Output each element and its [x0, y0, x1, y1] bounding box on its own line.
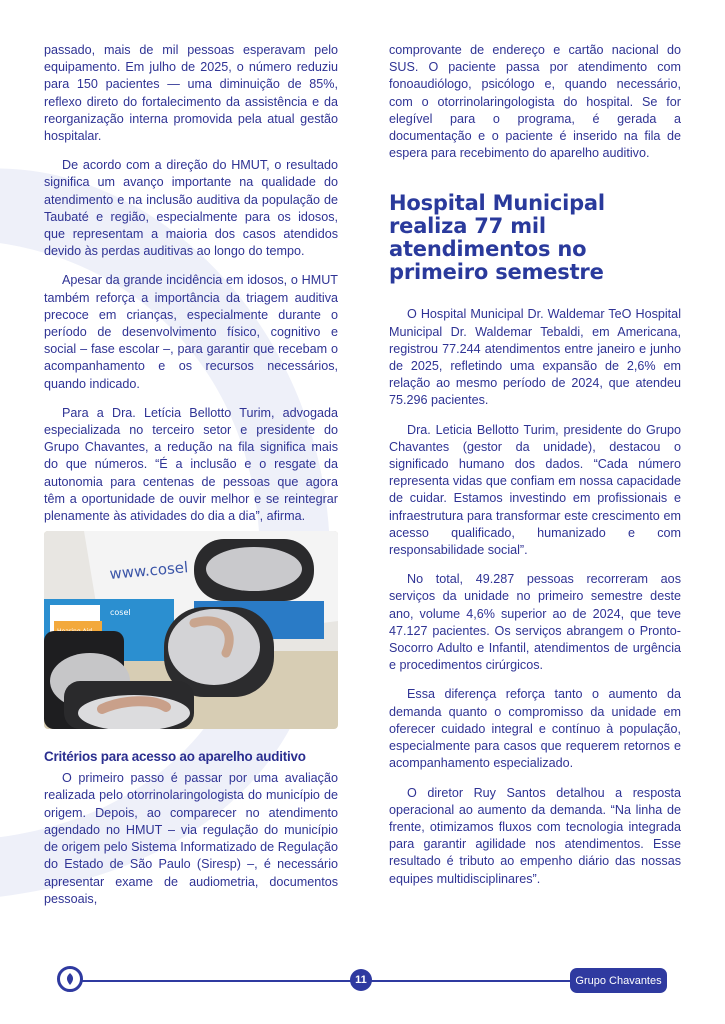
section-subheading: Critérios para acesso ao aparelho auditivo	[44, 749, 306, 765]
article-headline: Hospital Municipal realiza 77 mil atendimentos no primeiro semestre	[389, 191, 605, 285]
footer-brand-badge: Grupo Chavantes	[570, 968, 667, 993]
page-number: 11	[350, 969, 372, 991]
left-column	[44, 42, 338, 920]
article-paragraph: Para a Dra. Letícia Bellotto Turim, advogada especializada no terceiro setor e presidente do Grupo Chavantes, a redução na fila significa mais do que números. “É a inclusão e o resgate da autonomia para centenas de pessoas que agora têm a oportunidade de ouvir melhor e se reintegrar plenamente às atividades do dia a dia”, afirma.	[44, 405, 338, 524]
photo-box-brand: cosel	[110, 608, 131, 618]
brand-logo-icon	[57, 966, 83, 992]
article-paragraph: Apesar da grande incidência em idosos, o HMUT também reforça a importância da triagem auditiva precoce em crianças, especialmente durante o período de desenvolvimento físico, cognitivo e social – fase escolar –, para garantir que recebam o acompanhamento e os recursos necessários, quando indicado.	[44, 273, 338, 391]
article-paragraph: O diretor Ruy Santos detalhou a resposta operacional ao aumento da demanda. “Na linha de frente, otimizamos fluxos com tecnologia integrada para garantir agilidade nos atendimentos. Esse resultado é tributo ao empenho diário das nossas equipes multidisciplinares”.	[389, 785, 681, 886]
article-paragraph: O primeiro passo é passar por uma avaliação realizada pelo otorrinolaringologista do município de origem. Depois, ao comparecer no atendimento agendado no HMUT – via regulação do município de origem pelo Sistema Informatizado de Regulação do Estado de São Paulo (Siresp) –, é necessário apresentar exame de audiometria, documentos pessoais,	[44, 771, 338, 906]
article-paragraph: No total, 49.287 pessoas recorreram aos serviços da unidade no primeiro semestre deste ano, volume 4,6% superior ao de 2024, que teve 47.127 pacientes. Os serviços abrangem o Pronto-Socorro Adulto e Infantil, atendimentos de urgência e procedimentos cirúrgicos.	[389, 572, 681, 673]
article-paragraph: Essa diferença reforça tanto o aumento da demanda quanto o compromisso da unidade em oferecer cuidado integral e contínuo à população, especialmente para casos que requerem retornos e acompanhamento especializado.	[389, 687, 681, 771]
article-paragraph: comprovante de endereço e cartão nacional do SUS. O paciente passa por atendimento com fonoaudiólogo, psicólogo e, quando necessário, com o otorrinolaringologista do hospital. Se for elegível para o programa, é gerada a documentação e o paciente é inserido na fila de espera para recebimento do aparelho auditivo.	[389, 43, 681, 161]
right-column	[389, 42, 681, 900]
article-paragraph: Dra. Leticia Bellotto Turim, presidente do Grupo Chavantes (gestor da unidade), destacou o significado humano dos dados. “Cada número representa vidas que confiam em nossa capacidade de cuidar. Estamos investindo em profissionais e infraestrutura para transformar este crescimento em acesso qualificado, humanizado e com responsabilidade social”.	[389, 422, 681, 558]
article-paragraph: O Hospital Municipal Dr. Waldemar TeO Hospital Municipal Dr. Waldemar Tebaldi, em Americana, registrou 77.244 atendimentos entre janeiro e junho de 2025, refletindo uma expansão de 2,6% em relação ao mesmo período de 2024, que atendeu 75.296 pacientes.	[389, 307, 681, 408]
photo-bag-text: www.cosel	[108, 558, 189, 584]
article-paragraph: passado, mais de mil pessoas esperavam pelo equipamento. Em julho de 2025, o número reduziu para 150 pacientes — uma diminuição de 85%, reflexo direto do fortalecimento da assistência e da reorganização interna promovida pela atual gestão hospitalar.	[44, 43, 338, 144]
article-paragraph: De acordo com a direção do HMUT, o resultado significa um avanço importante na qualidade do atendimento e na inclusão auditiva da população de Taubaté e região, especialmente para os idosos, que representam a maioria dos casos atendidos devido às perdas auditivas ao longo do tempo.	[44, 158, 338, 259]
hearing-aids-photo	[44, 531, 338, 729]
